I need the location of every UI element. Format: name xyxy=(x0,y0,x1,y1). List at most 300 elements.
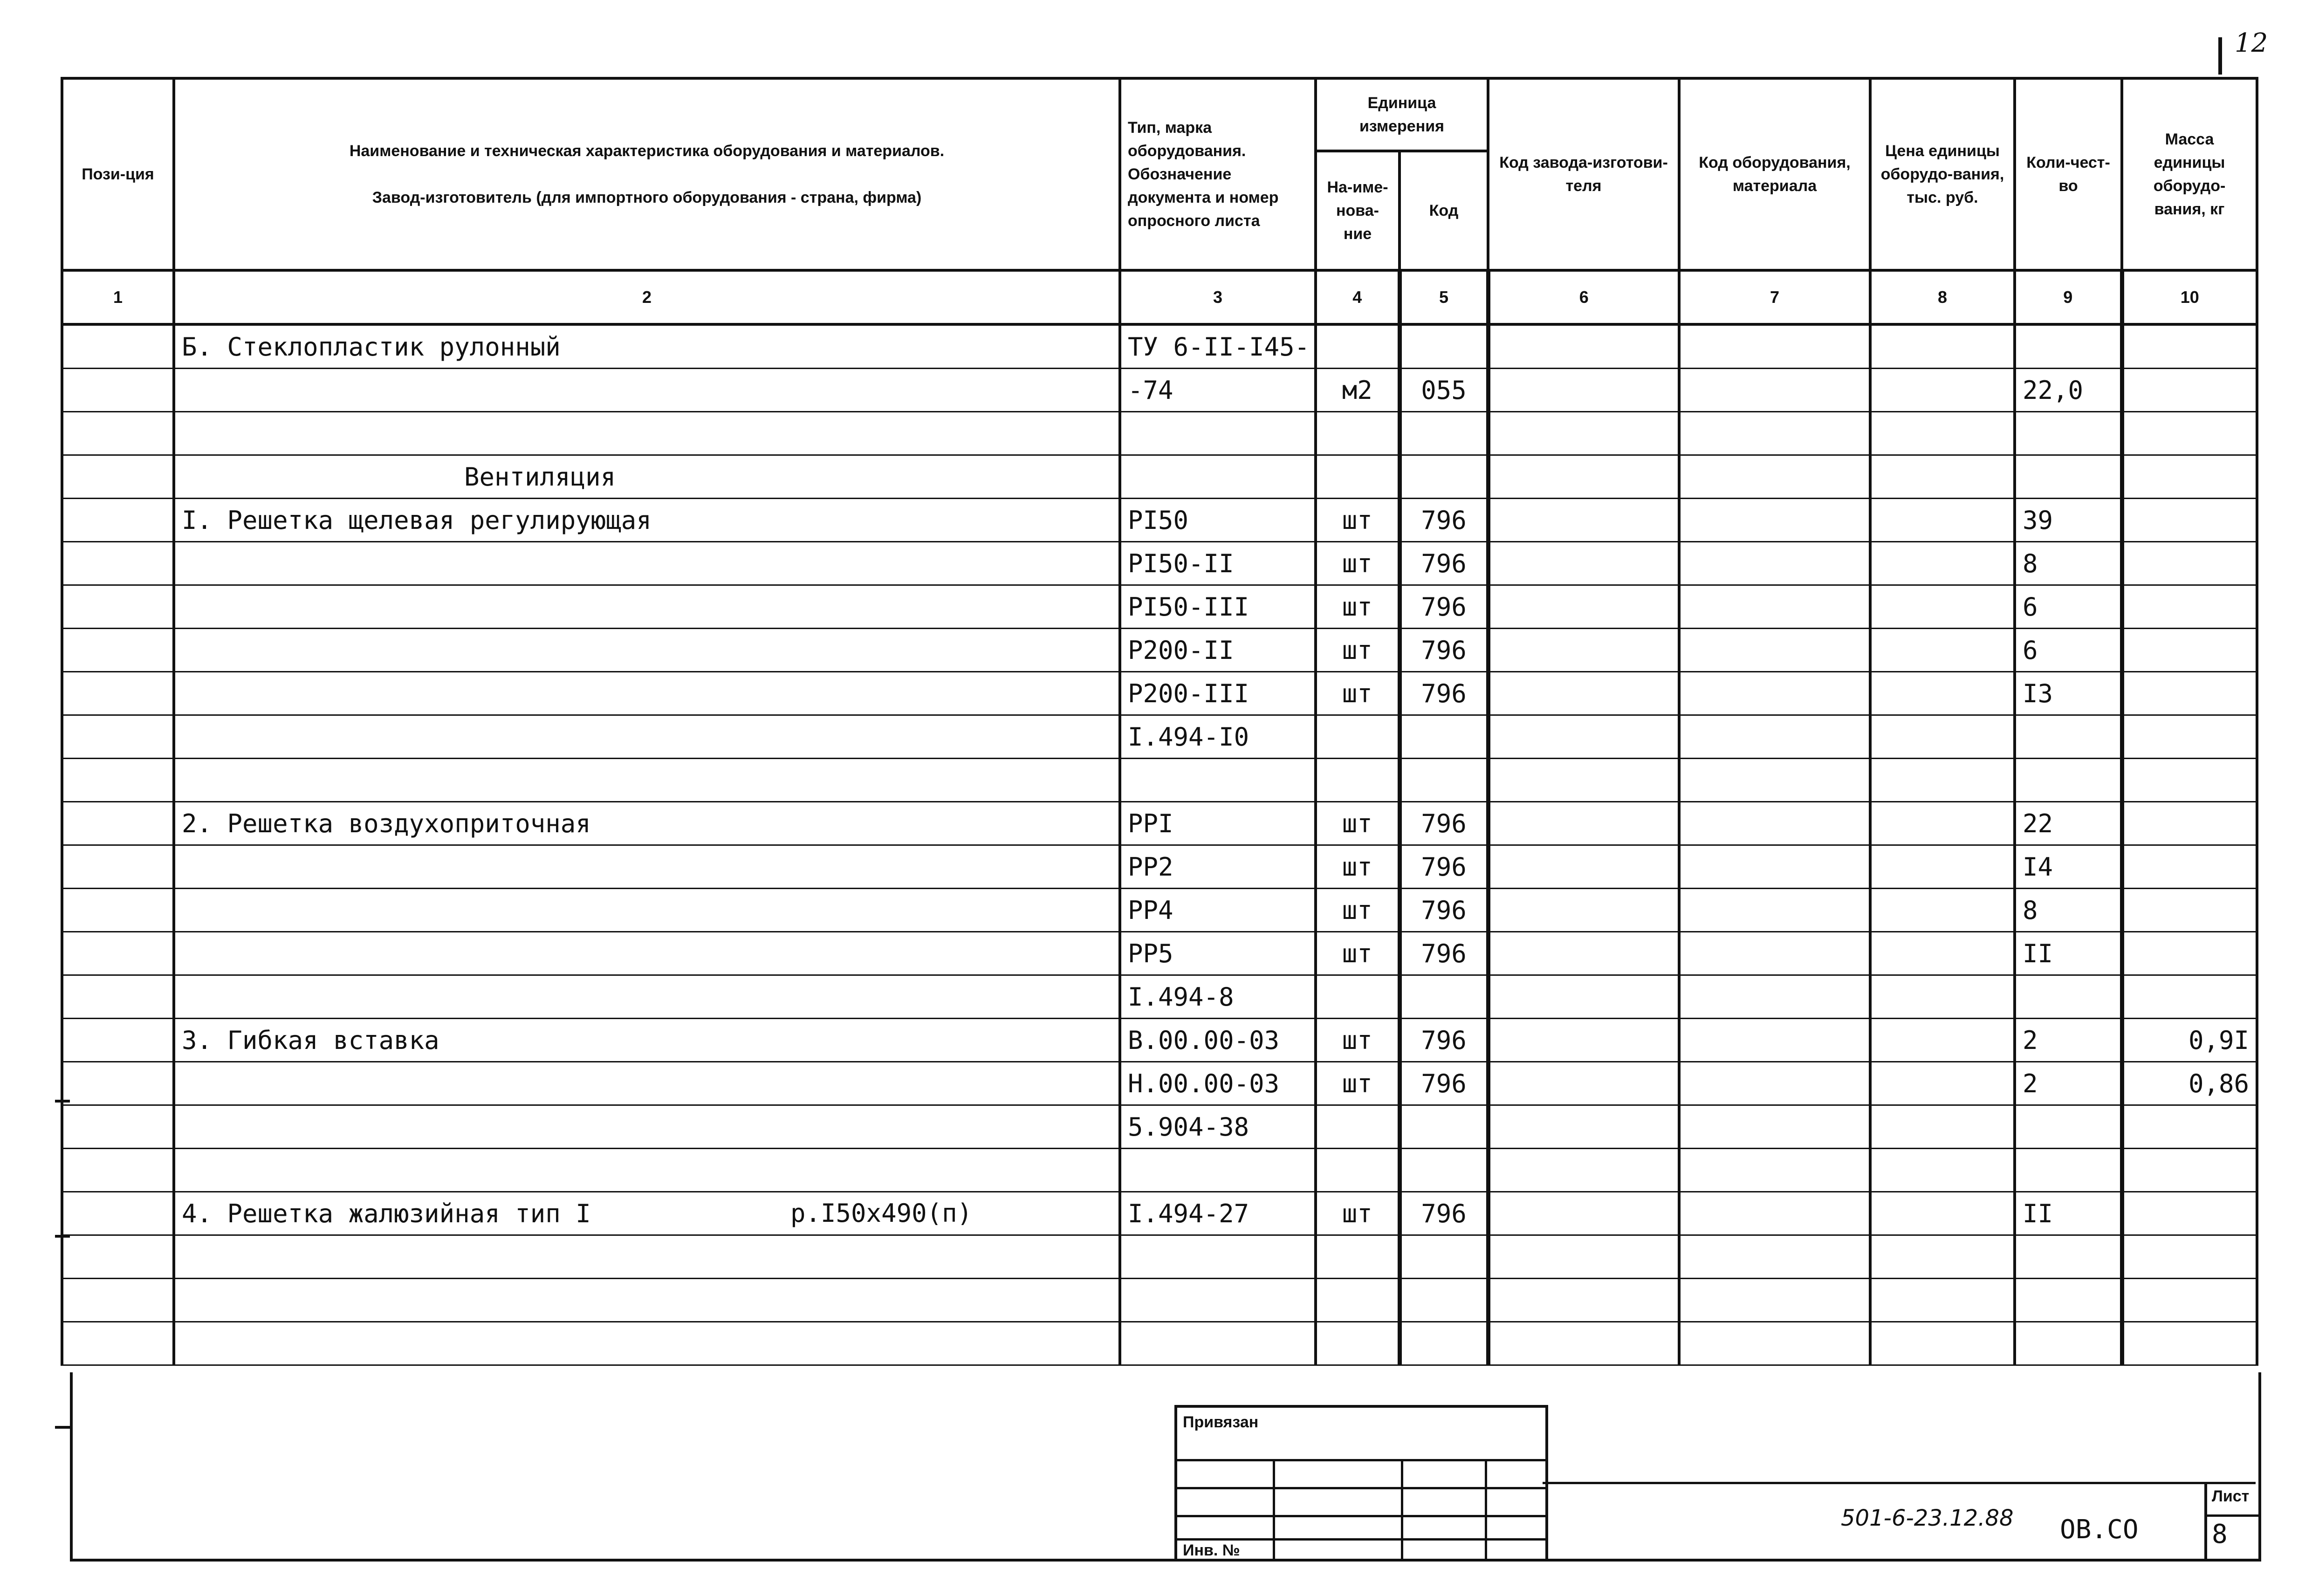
equipment-code-cell xyxy=(1679,1192,1870,1235)
page-number: 12 xyxy=(2235,28,2268,58)
table-row xyxy=(62,672,2257,715)
mass-cell xyxy=(2122,499,2257,542)
factory-code-cell xyxy=(1488,1019,1679,1062)
price-cell xyxy=(1870,715,2015,759)
unit-name-cell xyxy=(1316,1279,1400,1322)
position-cell xyxy=(62,1149,174,1192)
position-cell xyxy=(62,324,174,369)
quantity-cell: 22,0 xyxy=(2015,369,2122,412)
factory-code-cell xyxy=(1488,369,1679,412)
column-number: 8 xyxy=(1870,270,2015,324)
item-name-cell: 3. Гибкая вставка xyxy=(174,1019,1120,1062)
factory-code-cell xyxy=(1488,845,1679,889)
mass-cell xyxy=(2122,324,2257,369)
mass-cell xyxy=(2122,1192,2257,1235)
stamp-title: Привязан xyxy=(1183,1413,1259,1431)
equipment-code-cell xyxy=(1679,889,1870,932)
table-row xyxy=(62,1192,2257,1235)
quantity-cell: I3 xyxy=(2015,672,2122,715)
price-cell xyxy=(1870,324,2015,369)
price-cell xyxy=(1870,889,2015,932)
type-cell: I.494-I0 xyxy=(1120,715,1316,759)
mass-cell xyxy=(2122,1322,2257,1365)
equipment-code-cell xyxy=(1679,932,1870,975)
quantity-cell xyxy=(2015,715,2122,759)
header-factory-code: Код завода-изготови-теля xyxy=(1488,78,1679,270)
header-type: Тип, марка оборудования. Обозначение документа и номер опросного листа xyxy=(1120,78,1316,270)
price-cell xyxy=(1870,845,2015,889)
unit-code-cell xyxy=(1400,455,1488,499)
unit-name-cell xyxy=(1316,715,1400,759)
unit-code-cell xyxy=(1400,1149,1488,1192)
column-numbers-row xyxy=(62,270,2257,324)
price-cell xyxy=(1870,1235,2015,1279)
equipment-code-cell xyxy=(1679,975,1870,1019)
unit-name-cell: шт xyxy=(1316,585,1400,629)
factory-code-cell xyxy=(1488,975,1679,1019)
margin-tick xyxy=(55,1235,70,1238)
equipment-code-cell xyxy=(1679,1235,1870,1279)
mass-cell xyxy=(2122,542,2257,585)
equipment-code-cell xyxy=(1679,802,1870,845)
table-row xyxy=(62,759,2257,802)
item-name-cell: Вентиляция xyxy=(174,455,1120,499)
factory-code-cell xyxy=(1488,629,1679,672)
mass-cell xyxy=(2122,585,2257,629)
quantity-cell: 2 xyxy=(2015,1062,2122,1105)
quantity-cell: 8 xyxy=(2015,542,2122,585)
table-row xyxy=(62,715,2257,759)
item-name-cell xyxy=(174,1279,1120,1322)
position-cell xyxy=(62,1235,174,1279)
position-cell xyxy=(62,1322,174,1365)
quantity-cell xyxy=(2015,759,2122,802)
equipment-code-cell xyxy=(1679,1322,1870,1365)
table-row xyxy=(62,499,2257,542)
type-cell: 5.904-38 xyxy=(1120,1105,1316,1149)
item-name-cell xyxy=(174,759,1120,802)
column-number: 10 xyxy=(2122,270,2257,324)
mass-cell xyxy=(2122,889,2257,932)
item-name-cell xyxy=(174,845,1120,889)
mass-cell xyxy=(2122,1149,2257,1192)
unit-code-cell xyxy=(1400,759,1488,802)
mass-cell xyxy=(2122,932,2257,975)
position-cell xyxy=(62,715,174,759)
type-cell: P200-III xyxy=(1120,672,1316,715)
quantity-cell xyxy=(2015,975,2122,1019)
column-number: 4 xyxy=(1316,270,1400,324)
column-number: 1 xyxy=(62,270,174,324)
factory-code-cell xyxy=(1488,889,1679,932)
table-row xyxy=(62,1019,2257,1062)
unit-code-cell xyxy=(1400,1279,1488,1322)
position-cell xyxy=(62,1019,174,1062)
type-cell xyxy=(1120,1235,1316,1279)
document-suffix: OB.CO xyxy=(2060,1514,2139,1545)
factory-code-cell xyxy=(1488,455,1679,499)
unit-name-cell: шт xyxy=(1316,1062,1400,1105)
price-cell xyxy=(1870,629,2015,672)
type-cell: PP2 xyxy=(1120,845,1316,889)
price-cell xyxy=(1870,759,2015,802)
item-name-cell xyxy=(174,1235,1120,1279)
factory-code-cell xyxy=(1488,412,1679,455)
unit-code-cell: 796 xyxy=(1400,1192,1488,1235)
unit-name-cell xyxy=(1316,1105,1400,1149)
item-name-cell xyxy=(174,1062,1120,1105)
equipment-code-cell xyxy=(1679,324,1870,369)
equipment-code-cell xyxy=(1679,759,1870,802)
table-row xyxy=(62,1105,2257,1149)
unit-name-cell xyxy=(1316,1322,1400,1365)
equipment-code-cell xyxy=(1679,629,1870,672)
price-cell xyxy=(1870,369,2015,412)
unit-name-cell xyxy=(1316,1235,1400,1279)
item-name-cell xyxy=(174,1322,1120,1365)
factory-code-cell xyxy=(1488,1235,1679,1279)
header-price: Цена единицы оборудо-вания, тыс. руб. xyxy=(1870,78,2015,270)
item-name-cell: Б. Стеклопластик рулонный xyxy=(174,324,1120,369)
unit-name-cell: шт xyxy=(1316,542,1400,585)
column-number: 2 xyxy=(174,270,1120,324)
header-name xyxy=(174,78,1120,270)
item-name-cell xyxy=(174,585,1120,629)
quantity-cell: II xyxy=(2015,932,2122,975)
position-cell xyxy=(62,1279,174,1322)
item-name-cell xyxy=(174,629,1120,672)
item-name-cell xyxy=(174,542,1120,585)
item-name-cell xyxy=(174,889,1120,932)
unit-code-cell xyxy=(1400,975,1488,1019)
equipment-code-cell xyxy=(1679,1019,1870,1062)
unit-code-cell xyxy=(1400,1105,1488,1149)
type-cell xyxy=(1120,1279,1316,1322)
equipment-code-cell xyxy=(1679,455,1870,499)
item-name-cell xyxy=(174,672,1120,715)
mass-cell: 0,9I xyxy=(2122,1019,2257,1062)
table-row xyxy=(62,1149,2257,1192)
mass-cell xyxy=(2122,672,2257,715)
factory-code-cell xyxy=(1488,585,1679,629)
item-name-cell: 4. Решетка жалюзийная тип I p.I50x490(п) xyxy=(174,1192,1120,1235)
quantity-cell: 39 xyxy=(2015,499,2122,542)
column-number: 5 xyxy=(1400,270,1488,324)
mass-cell xyxy=(2122,629,2257,672)
table-row xyxy=(62,542,2257,585)
header-name-line1: Наименование и техническая характеристика оборудования и материалов. xyxy=(349,142,945,160)
type-cell xyxy=(1120,1149,1316,1192)
column-number: 9 xyxy=(2015,270,2122,324)
document-code: 501-6-23.12.88 xyxy=(1841,1505,2014,1531)
table-row xyxy=(62,845,2257,889)
spec-table xyxy=(61,77,2258,1366)
header-mass: Масса единицы оборудо-вания, кг xyxy=(2122,78,2257,270)
unit-name-cell xyxy=(1316,455,1400,499)
equipment-code-cell xyxy=(1679,1062,1870,1105)
type-cell: H.00.00-03 xyxy=(1120,1062,1316,1105)
item-name-cell xyxy=(174,1105,1120,1149)
factory-code-cell xyxy=(1488,542,1679,585)
type-cell: -74 xyxy=(1120,369,1316,412)
unit-name-cell xyxy=(1316,759,1400,802)
position-cell xyxy=(62,412,174,455)
price-cell xyxy=(1870,585,2015,629)
header-unit-code: Код xyxy=(1400,151,1488,270)
table-row xyxy=(62,1322,2257,1365)
position-cell xyxy=(62,802,174,845)
type-cell: PP4 xyxy=(1120,889,1316,932)
mass-cell xyxy=(2122,1105,2257,1149)
factory-code-cell xyxy=(1488,1105,1679,1149)
table-row xyxy=(62,324,2257,369)
equipment-code-cell xyxy=(1679,1279,1870,1322)
price-cell xyxy=(1870,1322,2015,1365)
unit-code-cell: 796 xyxy=(1400,542,1488,585)
header-quantity: Коли-чест-во xyxy=(2015,78,2122,270)
unit-code-cell: 796 xyxy=(1400,1019,1488,1062)
mass-cell: 0,86 xyxy=(2122,1062,2257,1105)
unit-name-cell: шт xyxy=(1316,672,1400,715)
quantity-cell: 8 xyxy=(2015,889,2122,932)
unit-name-cell: шт xyxy=(1316,1192,1400,1235)
header-name-line2: Завод-изготовитель (для импортного оборудования - страна, фирма) xyxy=(372,189,922,206)
equipment-code-cell xyxy=(1679,845,1870,889)
type-cell: PI50-II xyxy=(1120,542,1316,585)
quantity-cell: 2 xyxy=(2015,1019,2122,1062)
header-position: Пози-ция xyxy=(62,78,174,270)
equipment-code-cell xyxy=(1679,412,1870,455)
unit-code-cell: 796 xyxy=(1400,585,1488,629)
type-cell: PI50 xyxy=(1120,499,1316,542)
price-cell xyxy=(1870,1192,2015,1235)
footer-frame xyxy=(70,1372,2261,1562)
type-cell xyxy=(1120,1322,1316,1365)
equipment-code-cell xyxy=(1679,542,1870,585)
unit-code-cell: 796 xyxy=(1400,889,1488,932)
type-cell: PPI xyxy=(1120,802,1316,845)
price-cell xyxy=(1870,1062,2015,1105)
unit-name-cell xyxy=(1316,1149,1400,1192)
unit-name-cell: м2 xyxy=(1316,369,1400,412)
position-cell xyxy=(62,629,174,672)
position-cell xyxy=(62,455,174,499)
column-number: 6 xyxy=(1488,270,1679,324)
table-row xyxy=(62,1279,2257,1322)
item-name-cell xyxy=(174,1149,1120,1192)
type-cell xyxy=(1120,455,1316,499)
price-cell xyxy=(1870,412,2015,455)
item-name-extra: p.I50x490(п) xyxy=(790,1199,973,1228)
position-cell xyxy=(62,975,174,1019)
quantity-cell xyxy=(2015,1235,2122,1279)
column-number: 7 xyxy=(1679,270,1870,324)
type-cell xyxy=(1120,412,1316,455)
table-row xyxy=(62,889,2257,932)
header-unit-group: Единица измерения xyxy=(1316,78,1488,151)
position-cell xyxy=(62,369,174,412)
item-name-cell xyxy=(174,975,1120,1019)
unit-name-cell: шт xyxy=(1316,932,1400,975)
sheet-box xyxy=(2204,1482,2258,1559)
table-row xyxy=(62,455,2257,499)
unit-code-cell xyxy=(1400,1322,1488,1365)
position-cell xyxy=(62,1192,174,1235)
unit-code-cell: 796 xyxy=(1400,845,1488,889)
unit-code-cell: 796 xyxy=(1400,672,1488,715)
margin-tick xyxy=(55,1426,70,1429)
position-cell xyxy=(62,542,174,585)
position-cell xyxy=(62,889,174,932)
sheet-label: Лист xyxy=(2212,1487,2250,1505)
position-cell xyxy=(62,932,174,975)
unit-code-cell: 796 xyxy=(1400,629,1488,672)
type-cell: PI50-III xyxy=(1120,585,1316,629)
quantity-cell xyxy=(2015,1105,2122,1149)
price-cell xyxy=(1870,1279,2015,1322)
factory-code-cell xyxy=(1488,324,1679,369)
quantity-cell xyxy=(2015,324,2122,369)
item-name-cell xyxy=(174,715,1120,759)
table-row xyxy=(62,1062,2257,1105)
table-row xyxy=(62,975,2257,1019)
unit-code-cell: 796 xyxy=(1400,1062,1488,1105)
factory-code-cell xyxy=(1488,1149,1679,1192)
item-name-cell xyxy=(174,932,1120,975)
position-cell xyxy=(62,759,174,802)
price-cell xyxy=(1870,455,2015,499)
table-row xyxy=(62,1235,2257,1279)
type-cell xyxy=(1120,759,1316,802)
position-cell xyxy=(62,1105,174,1149)
equipment-code-cell xyxy=(1679,672,1870,715)
quantity-cell xyxy=(2015,1279,2122,1322)
price-cell xyxy=(1870,542,2015,585)
mass-cell xyxy=(2122,759,2257,802)
factory-code-cell xyxy=(1488,1192,1679,1235)
equipment-code-cell xyxy=(1679,369,1870,412)
equipment-code-cell xyxy=(1679,1105,1870,1149)
table-row xyxy=(62,629,2257,672)
stamp-inventory-label: Инв. № xyxy=(1183,1541,1240,1559)
price-cell xyxy=(1870,1149,2015,1192)
page-mark xyxy=(2218,37,2222,75)
mass-cell xyxy=(2122,715,2257,759)
table-row xyxy=(62,585,2257,629)
factory-code-cell xyxy=(1488,715,1679,759)
type-cell: I.494-27 xyxy=(1120,1192,1316,1235)
table-row xyxy=(62,369,2257,412)
header-equipment-code: Код оборудования, материала xyxy=(1679,78,1870,270)
quantity-cell: 6 xyxy=(2015,585,2122,629)
header-unit-name: На-име-нова-ние xyxy=(1316,151,1400,270)
factory-code-cell xyxy=(1488,1279,1679,1322)
factory-code-cell xyxy=(1488,1322,1679,1365)
equipment-code-cell xyxy=(1679,499,1870,542)
table-row xyxy=(62,802,2257,845)
quantity-cell: II xyxy=(2015,1192,2122,1235)
unit-name-cell: шт xyxy=(1316,629,1400,672)
unit-name-cell: шт xyxy=(1316,845,1400,889)
price-cell xyxy=(1870,932,2015,975)
type-cell: P200-II xyxy=(1120,629,1316,672)
quantity-cell xyxy=(2015,1322,2122,1365)
quantity-cell xyxy=(2015,455,2122,499)
price-cell xyxy=(1870,1019,2015,1062)
mass-cell xyxy=(2122,975,2257,1019)
table-row xyxy=(62,412,2257,455)
factory-code-cell xyxy=(1488,672,1679,715)
unit-code-cell xyxy=(1400,412,1488,455)
item-name-cell: 2. Решетка воздухоприточная xyxy=(174,802,1120,845)
quantity-cell: 22 xyxy=(2015,802,2122,845)
table-row xyxy=(62,932,2257,975)
factory-code-cell xyxy=(1488,802,1679,845)
equipment-code-cell xyxy=(1679,715,1870,759)
mass-cell xyxy=(2122,455,2257,499)
quantity-cell: 6 xyxy=(2015,629,2122,672)
type-cell: I.494-8 xyxy=(1120,975,1316,1019)
unit-name-cell xyxy=(1316,975,1400,1019)
type-cell: ТУ 6-II-I45- xyxy=(1120,324,1316,369)
mass-cell xyxy=(2122,1235,2257,1279)
price-cell xyxy=(1870,672,2015,715)
item-name-cell xyxy=(174,412,1120,455)
unit-code-cell xyxy=(1400,1235,1488,1279)
factory-code-cell xyxy=(1488,759,1679,802)
unit-code-cell: 796 xyxy=(1400,932,1488,975)
unit-code-cell xyxy=(1400,715,1488,759)
price-cell xyxy=(1870,1105,2015,1149)
margin-tick xyxy=(55,1100,70,1103)
mass-cell xyxy=(2122,1279,2257,1322)
unit-name-cell: шт xyxy=(1316,889,1400,932)
equipment-code-cell xyxy=(1679,1149,1870,1192)
unit-code-cell xyxy=(1400,324,1488,369)
equipment-code-cell xyxy=(1679,585,1870,629)
column-number: 3 xyxy=(1120,270,1316,324)
quantity-cell xyxy=(2015,412,2122,455)
position-cell xyxy=(62,585,174,629)
factory-code-cell xyxy=(1488,1062,1679,1105)
factory-code-cell xyxy=(1488,499,1679,542)
item-name-cell: I. Решетка щелевая регулирующая xyxy=(174,499,1120,542)
unit-name-cell xyxy=(1316,324,1400,369)
position-cell xyxy=(62,672,174,715)
type-cell: B.00.00-03 xyxy=(1120,1019,1316,1062)
mass-cell xyxy=(2122,412,2257,455)
sheet-number: 8 xyxy=(2212,1519,2228,1549)
unit-name-cell: шт xyxy=(1316,1019,1400,1062)
price-cell xyxy=(1870,802,2015,845)
item-name-cell xyxy=(174,369,1120,412)
mass-cell xyxy=(2122,845,2257,889)
quantity-cell: I4 xyxy=(2015,845,2122,889)
unit-name-cell: шт xyxy=(1316,499,1400,542)
stamp-block xyxy=(1174,1405,1548,1562)
type-cell: PP5 xyxy=(1120,932,1316,975)
position-cell xyxy=(62,1062,174,1105)
position-cell xyxy=(62,499,174,542)
unit-name-cell xyxy=(1316,412,1400,455)
unit-code-cell: 055 xyxy=(1400,369,1488,412)
factory-code-cell xyxy=(1488,932,1679,975)
price-cell xyxy=(1870,499,2015,542)
unit-name-cell: шт xyxy=(1316,802,1400,845)
unit-code-cell: 796 xyxy=(1400,499,1488,542)
quantity-cell xyxy=(2015,1149,2122,1192)
position-cell xyxy=(62,845,174,889)
